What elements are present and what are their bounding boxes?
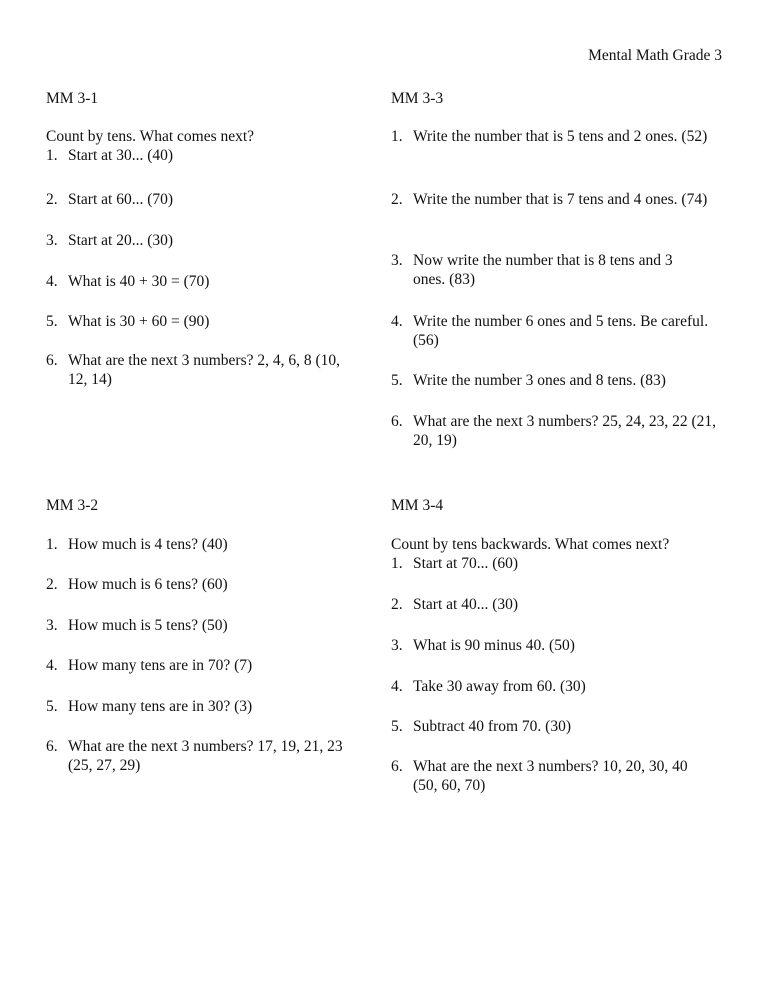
question-text: How many tens are in 30? (3) xyxy=(68,698,253,715)
question-text: Write the number that is 5 tens and 2 ones. (52) xyxy=(413,128,708,145)
question-item xyxy=(391,595,731,614)
question-text: Take 30 away from 60. (30) xyxy=(413,678,586,695)
question-number: 6. xyxy=(391,413,403,430)
section-title: MM 3-2 xyxy=(46,497,99,514)
question-text: What is 90 minus 40. (50) xyxy=(413,637,575,654)
question-number: 2. xyxy=(46,191,58,208)
question-item xyxy=(46,737,366,775)
question-item xyxy=(391,717,731,736)
section-intro: Count by tens. What comes next? xyxy=(46,128,255,145)
question-item xyxy=(46,656,376,675)
section-mm-3-2 xyxy=(46,0,376,994)
question-number: 2. xyxy=(46,576,58,593)
question-number: 5. xyxy=(46,698,58,715)
question-text: Write the number 3 ones and 8 tens. (83) xyxy=(413,372,666,389)
section-intro: Count by tens backwards. What comes next? xyxy=(391,536,670,553)
question-text: Subtract 40 from 70. (30) xyxy=(413,718,571,735)
question-text: What are the next 3 numbers? 25, 24, 23, 22 (21, 20, 19) xyxy=(413,413,717,449)
question-text: Start at 20... (30) xyxy=(68,232,174,249)
question-text: Now write the number that is 8 tens and 3 ones. (83) xyxy=(413,252,673,288)
question-item xyxy=(391,757,711,795)
question-item xyxy=(46,535,376,554)
section-title: MM 3-3 xyxy=(391,90,444,107)
section-title: MM 3-4 xyxy=(391,497,444,514)
question-text: Write the number that is 7 tens and 4 ones. (74) xyxy=(413,191,708,208)
question-text: How many tens are in 70? (7) xyxy=(68,657,253,674)
question-number: 4. xyxy=(46,273,58,290)
question-number: 6. xyxy=(391,758,403,775)
question-item xyxy=(46,616,376,635)
section-mm-3-4 xyxy=(391,0,731,994)
question-number: 5. xyxy=(391,718,403,735)
question-number: 6. xyxy=(46,352,58,369)
question-text: What are the next 3 numbers? 17, 19, 21, 23 (25, 27, 29) xyxy=(68,738,343,774)
question-text: Start at 60... (70) xyxy=(68,191,174,208)
question-number: 4. xyxy=(391,678,403,695)
question-text: Start at 30... (40) xyxy=(68,147,174,164)
question-text: What are the next 3 numbers? 2, 4, 6, 8 (10, 12, 14) xyxy=(68,352,341,388)
section-title: MM 3-1 xyxy=(46,90,99,107)
question-number: 6. xyxy=(46,738,58,755)
page-header: Mental Math Grade 3 xyxy=(588,47,722,64)
question-item xyxy=(46,575,376,594)
question-text: What is 30 + 60 = (90) xyxy=(68,313,210,330)
question-number: 3. xyxy=(46,232,58,249)
question-item xyxy=(391,677,731,696)
question-text: Write the number 6 ones and 5 tens. Be careful. (56) xyxy=(413,313,709,349)
question-text: Start at 70... (60) xyxy=(413,555,519,572)
question-item xyxy=(46,697,376,716)
question-number: 2. xyxy=(391,596,403,613)
question-number: 1. xyxy=(46,147,58,164)
question-text: How much is 6 tens? (60) xyxy=(68,576,228,593)
question-text: What is 40 + 30 = (70) xyxy=(68,273,210,290)
question-number: 2. xyxy=(391,191,403,208)
question-number: 3. xyxy=(46,617,58,634)
question-text: What are the next 3 numbers? 10, 20, 30, 40 (50, 60, 70) xyxy=(413,758,688,794)
question-number: 3. xyxy=(391,252,403,269)
question-number: 4. xyxy=(391,313,403,330)
question-number: 5. xyxy=(391,372,403,389)
question-item xyxy=(391,636,731,655)
question-number: 1. xyxy=(391,128,403,145)
question-number: 1. xyxy=(46,536,58,553)
question-text: How much is 5 tens? (50) xyxy=(68,617,228,634)
question-item xyxy=(391,554,731,573)
question-text: How much is 4 tens? (40) xyxy=(68,536,228,553)
question-number: 1. xyxy=(391,555,403,572)
question-number: 3. xyxy=(391,637,403,654)
question-text: Start at 40... (30) xyxy=(413,596,519,613)
question-number: 4. xyxy=(46,657,58,674)
question-number: 5. xyxy=(46,313,58,330)
